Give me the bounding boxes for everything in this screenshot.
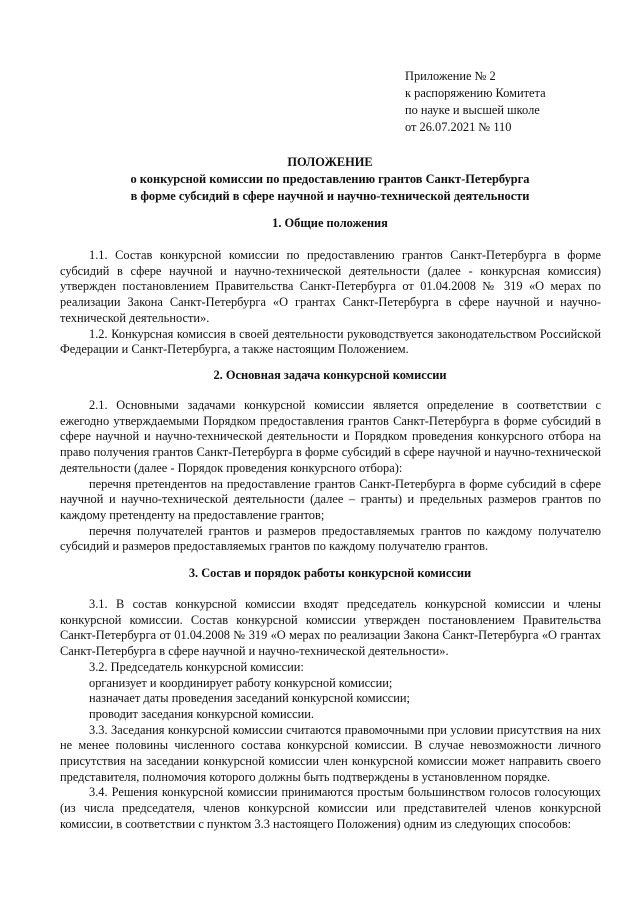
paragraph-3-2-item-2: назначает даты проведения заседаний конкурсной комиссии;	[89, 691, 410, 706]
section-3-heading: 3. Состав и порядок работы конкурсной комиссии	[188, 566, 472, 580]
title-line-1: ПОЛОЖЕНИЕ	[287, 155, 373, 169]
annex-line-3: по науке и высшей школе	[405, 103, 540, 117]
paragraph-1-2: 1.2. Конкурсная комиссия в своей деятельности руководствуется законодательством Российской Федерации и Санкт-Петербурга, а также настоящим Положением.	[60, 326, 601, 357]
section-2-body	[60, 398, 601, 555]
paragraph-3-4: 3.4. Решения конкурсной комиссии принимаются простым большинством голосов голосующих (из числа председателя, членов конкурсной комиссии или представителей членов конкурсной комиссии, в соответствии с пунктом 3.3 настоящего Положения) одним из следующих способов:	[60, 785, 601, 831]
document-title	[60, 154, 600, 205]
paragraph-3-2: 3.2. Председатель конкурсной комиссии:	[89, 659, 304, 674]
title-line-2: о конкурсной комиссии по предоставлению грантов Санкт-Петербурга	[130, 172, 530, 186]
paragraph-3-3: 3.3. Заседания конкурсной комиссии считаются правомочными при условии присутствия на них не менее половины численного состава конкурсной комиссии. В случае невозможности личного присутствия на заседании конкурсной комиссии член конкурсной комиссии может направить своего представителя, полномочия которого должны быть подтверждены в установленном порядке.	[60, 722, 601, 784]
paragraph-2-1: 2.1. Основными задачами конкурсной комиссии является определение в соответствии с ежегодно утверждаемыми Порядком предоставления грантов Санкт-Петербурга в форме субсидий в сфере научной и научно-технической деятельности и Порядком проведения конкурсного отбора на право получения грантов Санкт-Петербурга в форме субсидий в сфере научной и научно-технической деятельности (далее - Порядок проведения конкурсного отбора):	[60, 398, 601, 475]
paragraph-3-2-item-1: организует и координирует работу конкурсной комиссии;	[89, 675, 393, 690]
paragraph-2-2: перечня претендентов на предоставление грантов Санкт-Петербурга в форме субсидий в сфере научной и научно-технической деятельности (далее – гранты) и предельных размеров грантов по каждому претенденту на предоставление грантов;	[60, 476, 601, 522]
annex-reference	[405, 68, 605, 136]
section-3-body	[60, 597, 601, 833]
annex-line-2: к распоряжению Комитета	[405, 86, 546, 100]
title-line-3: в форме субсидий в сфере научной и научно-технической деятельности	[130, 189, 530, 203]
paragraph-3-1: 3.1. В состав конкурсной комиссии входят председатель конкурсной комиссии и члены конкурсной комиссии. Состав конкурсной комиссии утвержден постановлением Правительства Санкт-Петербурга от 01.04.2008 № 319 «О мерах по реализации Закона Санкт-Петербурга «О грантах Санкт-Петербурга в сфере научной и научно-технической деятельности».	[60, 597, 601, 659]
annex-line-4: от 26.07.2021 № 110	[405, 120, 512, 134]
paragraph-1-1: 1.1. Состав конкурсной комиссии по предоставлению грантов Санкт-Петербурга в форме субсидий в сфере научной и научно-технической деятельности (далее - конкурсная комиссия) утвержден постановлением Правительства Санкт-Петербурга от 01.04.2008 № 319 «О мерах по реализации Закона Санкт-Петербурга «О грантах Санкт-Петербурга в сфере научной и научно-технической деятельности».	[60, 248, 601, 325]
annex-line-1: Приложение № 2	[405, 69, 496, 83]
paragraph-3-2-item-3: проводит заседания конкурсной комиссии.	[89, 706, 315, 721]
paragraph-2-3: перечня получателей грантов и размеров предоставляемых грантов по каждому получателю субсидий и размеров предоставляемых грантов по каждому получателю грантов.	[60, 523, 601, 554]
section-2-heading: 2. Основная задача конкурсной комиссии	[213, 368, 447, 382]
section-1-body	[60, 248, 601, 358]
section-1-heading: 1. Общие положения	[272, 216, 388, 230]
